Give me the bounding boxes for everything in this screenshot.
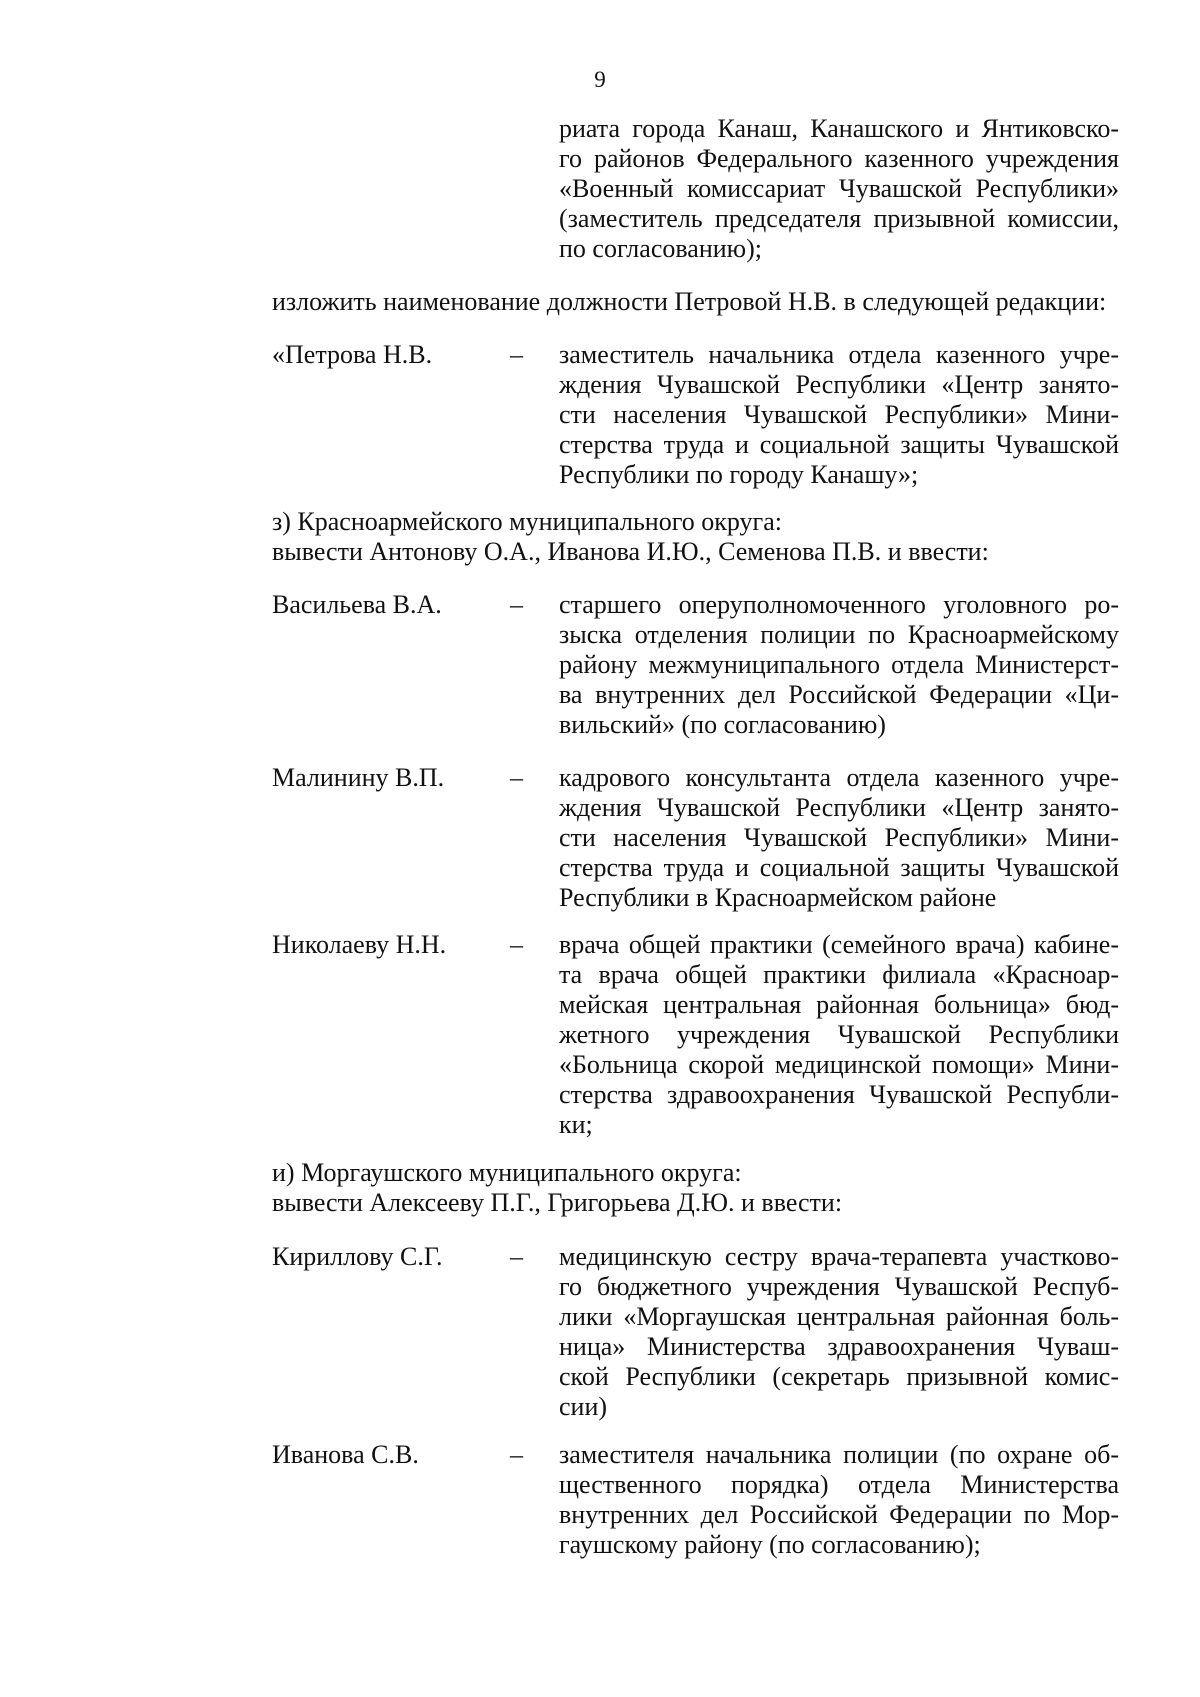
text-line: ждения Чувашской Республики «Центр занято- [559, 793, 1119, 822]
person-name: Николаеву Н.Н. [272, 930, 447, 959]
section-heading-i [272, 1158, 1119, 1218]
text-line: зыска отделения полиции по Красноармейскому [559, 620, 1119, 649]
text-line: (заместитель председателя призывной комиссии, [559, 204, 1119, 233]
text-line: вильский» (по согласованию) [559, 710, 886, 739]
instruction-text: изложить наименование должности Петровой Н.В. в следующей редакции: [272, 287, 1107, 316]
text-line: ждения Чувашской Республики «Центр занято- [559, 370, 1119, 399]
dash-separator: – [510, 590, 523, 619]
continuation-text [559, 114, 1119, 264]
text-line: го районов Федерального казенного учреждения [559, 144, 1119, 173]
person-name: Кириллову С.Г. [272, 1242, 443, 1271]
dash-separator: – [510, 1242, 523, 1271]
page-number: 9 [594, 67, 606, 92]
text-line: медицинскую сестру врача-терапевта участково- [559, 1242, 1119, 1271]
text-line: стерства здравоохранения Чувашской Республи- [559, 1080, 1119, 1109]
text-line: гаушскому району (по согласованию); [559, 1530, 981, 1559]
position-description [559, 590, 1119, 740]
instruction-petrova [272, 287, 1119, 317]
text-line: ница» Министерства здравоохранения Чуваш- [559, 1332, 1119, 1361]
text-line: щественного порядка) отдела Министерства [559, 1470, 1119, 1499]
person-name: Иванова С.В. [272, 1440, 419, 1469]
text-line: старшего оперуполномоченного уголовного ро- [559, 590, 1119, 619]
text-line: та врача общей практики филиала «Красноар- [559, 960, 1119, 989]
text-line: по согласованию); [559, 234, 762, 263]
text-line: заместителя начальника полиции (по охране об- [559, 1440, 1119, 1469]
text-line: району межмуниципального отдела Министерст- [559, 650, 1119, 679]
text-line: ской Республики (секретарь призывной комис- [559, 1362, 1119, 1391]
text-line: Республики по городу Канашу»; [559, 460, 919, 489]
person-name: Малинину В.П. [272, 763, 445, 792]
section-heading: з) Красноармейского муниципального округа: [272, 507, 782, 536]
text-line: стерства труда и социальной защиты Чувашской [559, 430, 1119, 459]
section-instruction: вывести Алексееву П.Г., Григорьева Д.Ю. и ввести: [272, 1188, 843, 1217]
person-name: «Петрова Н.В. [272, 340, 433, 369]
text-line: сии) [559, 1392, 608, 1421]
text-line: стерства труда и социальной защиты Чувашской [559, 853, 1119, 882]
text-line: Республики в Красноармейском районе [559, 883, 997, 912]
section-heading: и) Моргаушского муниципального округа: [272, 1158, 742, 1187]
text-line: внутренних дел Российской Федерации по Мор- [559, 1500, 1119, 1529]
text-line: лики «Моргаушская центральная районная боль- [559, 1302, 1119, 1331]
position-description [559, 763, 1119, 913]
person-name: Васильева В.А. [272, 590, 442, 619]
text-line: жетного учреждения Чувашской Республики [559, 1020, 1119, 1049]
text-line: заместитель начальника отдела казенного учре- [559, 340, 1119, 369]
text-line: врача общей практики (семейного врача) кабине- [559, 930, 1119, 959]
text-line: го бюджетного учреждения Чувашской Респуб- [559, 1272, 1119, 1301]
dash-separator: – [510, 763, 523, 792]
dash-separator: – [510, 930, 523, 959]
section-heading-z [272, 507, 1119, 567]
text-line: «Больница скорой медицинской помощи» Мини- [559, 1050, 1119, 1079]
text-line: сти населения Чувашской Республики» Мини- [559, 823, 1119, 852]
dash-separator: – [510, 340, 523, 369]
text-line: ки; [559, 1110, 593, 1139]
position-description [559, 340, 1119, 490]
dash-separator: – [510, 1440, 523, 1469]
text-line: сти населения Чувашской Республики» Мини- [559, 400, 1119, 429]
text-line: «Военный комиссариат Чувашской Республики» [559, 174, 1119, 203]
text-line: риата города Канаш, Канашского и Янтиковско- [559, 114, 1119, 143]
text-line: ва внутренних дел Российской Федерации «Ци- [559, 680, 1119, 709]
text-line: кадрового консультанта отдела казенного учре- [559, 763, 1119, 792]
text-line: мейская центральная районная больница» бюд- [559, 990, 1119, 1019]
position-description [559, 1440, 1119, 1560]
position-description [559, 930, 1119, 1140]
section-instruction: вывести Антонову О.А., Иванова И.Ю., Семенова П.В. и ввести: [272, 537, 989, 566]
position-description [559, 1242, 1119, 1422]
